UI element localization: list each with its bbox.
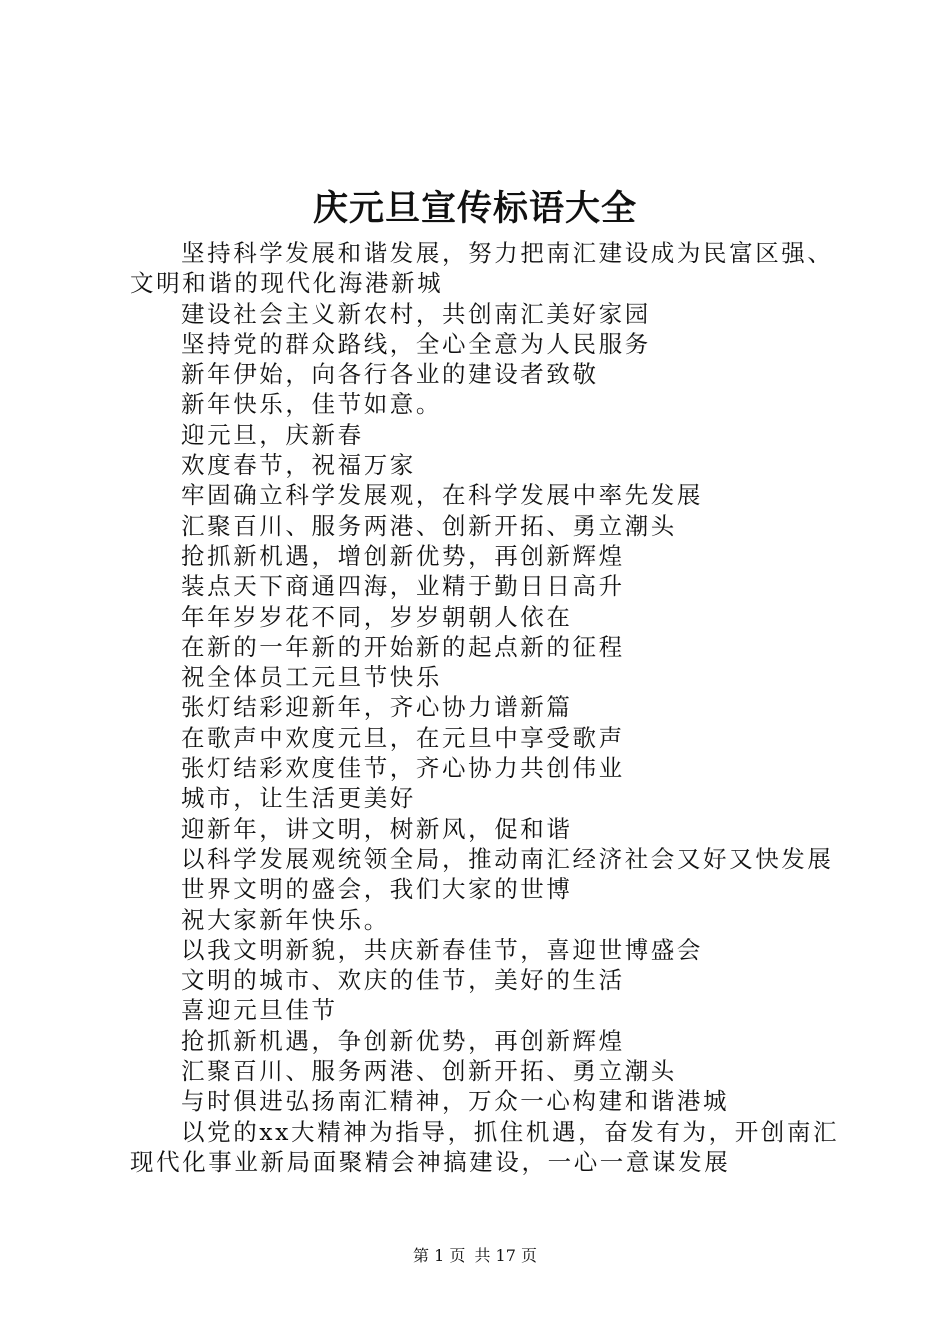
text-line: 在歌声中欢度元旦，在元旦中享受歌声 xyxy=(181,723,625,752)
page-total: 共 17 页 xyxy=(474,1246,537,1265)
text-line: 欢度春节，祝福万家 xyxy=(181,451,416,480)
text-line: 坚持党的群众路线，全心全意为人民服务 xyxy=(181,329,651,358)
text-line: 建设社会主义新农村，共创南汇美好家园 xyxy=(181,299,651,328)
text-line: 文明的城市、欢庆的佳节，美好的生活 xyxy=(181,966,625,995)
text-line: 祝大家新年快乐。 xyxy=(181,905,390,934)
text-line: 新年快乐，佳节如意。 xyxy=(181,390,442,419)
document-body xyxy=(130,238,840,1177)
text-line: 现代化事业新局面聚精会神搞建设，一心一意谋发展 xyxy=(130,1147,731,1176)
text-line: 以党的xx大精神为指导，抓住机遇，奋发有为，开创南汇 xyxy=(181,1117,840,1146)
text-line: 年年岁岁花不同，岁岁朝朝人依在 xyxy=(181,602,573,631)
text-line: 张灯结彩欢度佳节，齐心协力共创伟业 xyxy=(181,754,625,783)
page-number: 第 1 页 xyxy=(413,1246,466,1265)
text-line: 以我文明新貌，共庆新春佳节，喜迎世博盛会 xyxy=(181,935,703,964)
text-line: 祝全体员工元旦节快乐 xyxy=(181,663,442,692)
text-line: 喜迎元旦佳节 xyxy=(181,996,338,1025)
text-line: 世界文明的盛会，我们大家的世博 xyxy=(181,875,573,904)
text-line: 与时俱进弘扬南汇精神，万众一心构建和谐港城 xyxy=(181,1087,730,1116)
text-line: 迎新年，讲文明，树新风，促和谐 xyxy=(181,814,573,843)
text-line: 牢固确立科学发展观，在科学发展中率先发展 xyxy=(181,481,703,510)
page-footer xyxy=(0,1244,950,1268)
text-line: 城市，让生活更美好 xyxy=(181,784,416,813)
text-line: 在新的一年新的开始新的起点新的征程 xyxy=(181,632,625,661)
text-line: 坚持科学发展和谐发展，努力把南汇建设成为民富区强、 xyxy=(181,239,834,267)
text-line: 迎元旦，庆新春 xyxy=(181,420,364,449)
text-line: 汇聚百川、服务两港、创新开拓、勇立潮头 xyxy=(181,511,677,540)
document-title: 庆元旦宣传标语大全 xyxy=(312,188,637,229)
text-line: 文明和谐的现代化海港新城 xyxy=(130,269,444,298)
text-line: 汇聚百川、服务两港、创新开拓、勇立潮头 xyxy=(181,1057,677,1086)
text-line: 抢抓新机遇，增创新优势，再创新辉煌 xyxy=(181,541,625,570)
text-line: 装点天下商通四海，业精于勤日日高升 xyxy=(181,572,625,601)
text-line: 新年伊始，向各行各业的建设者致敬 xyxy=(181,360,599,389)
text-line: 抢抓新机遇，争创新优势，再创新辉煌 xyxy=(181,1026,625,1055)
text-line: 以科学发展观统领全局，推动南汇经济社会又好又快发展 xyxy=(181,844,834,873)
text-line: 张灯结彩迎新年，齐心协力谱新篇 xyxy=(181,693,573,722)
